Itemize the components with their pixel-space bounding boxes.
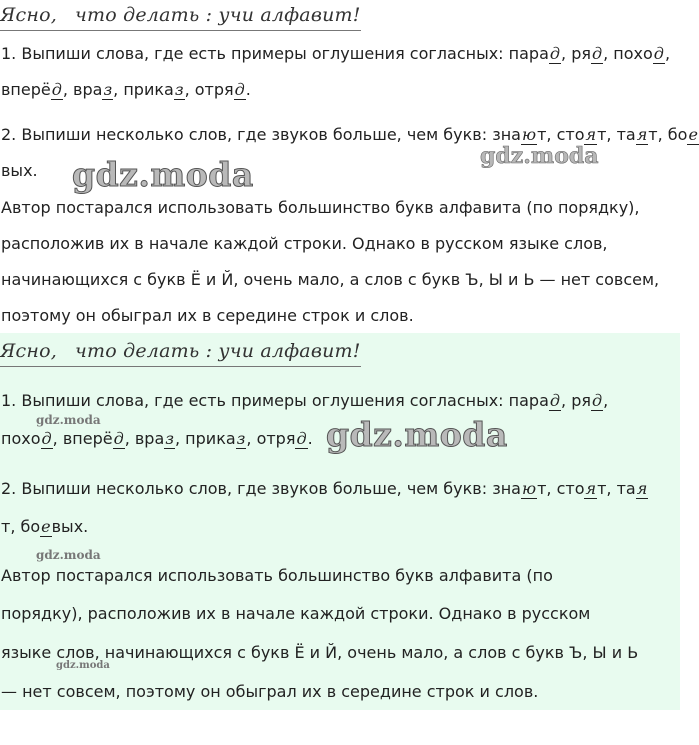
marked-letter: ю (521, 125, 537, 144)
task1-line2 (1, 429, 313, 448)
text: , вра (62, 80, 103, 99)
text: . (307, 429, 313, 448)
text: , прика (175, 429, 236, 448)
title-excl: ! (352, 340, 361, 362)
task1-line1 (1, 44, 670, 63)
text: 2. Выпиши несколько слов, где звуков больше, чем букв: зна (1, 479, 521, 498)
title-part: учи алфавит (218, 4, 353, 26)
text: , отря (246, 429, 296, 448)
watermark-logo: gdz.moda (480, 143, 599, 169)
marked-letter: з (174, 80, 184, 99)
text: , вперё (52, 429, 113, 448)
title-part: Ясно, (0, 4, 57, 26)
text: т, та (597, 479, 636, 498)
marked-letter: ю (521, 479, 537, 498)
title-underline (0, 366, 361, 367)
marked-letter: з (165, 429, 174, 448)
paragraph-line: языке слов, начинающихся с букв Ё и Й, очень мало, а слов с букв Ъ, Ы и Ь (1, 643, 639, 662)
title-colon: : (205, 340, 213, 362)
text: т, бо (1, 517, 41, 536)
marked-letter: д (51, 80, 62, 99)
paragraph-line: — нет совсем, поэтому он обыграл их в середине строк и слов. (1, 682, 539, 701)
marked-letter: д (296, 429, 307, 448)
watermark-logo: gdz.moda (36, 548, 101, 562)
title-excl: ! (352, 4, 361, 26)
title-underline (0, 30, 361, 31)
text: вых. (51, 517, 89, 536)
marked-letter: д (41, 429, 52, 448)
answer-block-2 (0, 333, 680, 710)
text: , прика (113, 80, 174, 99)
text: , похо (603, 44, 653, 63)
marked-letter: д (549, 44, 561, 63)
text: . (245, 80, 251, 99)
marked-letter: е (41, 517, 51, 536)
paragraph-line: Автор постарался использовать большинство букв алфавита (по (1, 566, 553, 585)
text: 1. Выпиши слова, где есть примеры оглушения согласных: пара (1, 44, 549, 63)
paragraph-line: порядку), расположив их в начале каждой строки. Однако в русском (1, 604, 591, 623)
paragraph-line: начинающихся с букв Ё и Й, очень мало, а слов с букв Ъ, Ы и Ь — нет совсем, (1, 270, 660, 289)
task2-line2 (1, 517, 88, 536)
marked-letter: д (591, 44, 603, 63)
text: т, сто (537, 125, 585, 144)
marked-letter: д (591, 391, 603, 410)
text: , ря (561, 44, 591, 63)
title-colon: : (205, 4, 213, 26)
marked-letter: д (549, 391, 561, 410)
watermark-logo: gdz.moda (56, 660, 110, 671)
text: т, сто (537, 479, 585, 498)
text: , (603, 391, 609, 410)
text: 1. Выпиши слова, где есть примеры оглушения согласных: пара (1, 391, 549, 410)
text: т, та (597, 125, 636, 144)
title-part: что делать (74, 340, 200, 362)
marked-letter: я (585, 479, 597, 498)
title-part: что делать (74, 4, 200, 26)
marked-letter: з (103, 80, 113, 99)
text: , вра (124, 429, 165, 448)
marked-letter: я (636, 125, 648, 144)
text: вперё (1, 80, 51, 99)
title-part: Ясно, (0, 340, 57, 362)
paragraph-line: поэтому он обыграл их в середине строк и слов. (1, 306, 414, 325)
handwritten-title (0, 4, 361, 26)
watermark-logo: gdz.moda (72, 155, 254, 194)
task2-line2: вых. (1, 161, 38, 180)
marked-letter: я (636, 479, 648, 498)
answer-block-1 (0, 0, 698, 332)
text: , отря (184, 80, 234, 99)
text: 2. Выпиши несколько слов, где звуков больше, чем букв: зна (1, 125, 521, 144)
marked-letter: д (653, 44, 664, 63)
text: , ря (561, 391, 591, 410)
marked-letter: я (585, 125, 597, 144)
text: т, бо (648, 125, 688, 144)
task1-line1 (1, 391, 608, 410)
marked-letter: д (234, 80, 245, 99)
title-part: учи алфавит (218, 340, 353, 362)
paragraph-line: расположив их в начале каждой строки. Однако в русском языке слов, (1, 234, 608, 253)
marked-letter: з (236, 429, 246, 448)
text: похо (1, 429, 41, 448)
handwritten-title (0, 340, 361, 362)
marked-letter: е (688, 125, 698, 144)
task2-line1 (1, 479, 648, 498)
watermark-logo: gdz.moda (326, 415, 508, 454)
task2-line1 (1, 125, 699, 144)
text: , (664, 44, 671, 63)
task1-line2 (1, 80, 251, 99)
watermark-logo: gdz.moda (36, 413, 101, 427)
paragraph-line: Автор постарался использовать большинство букв алфавита (по порядку), (1, 198, 640, 217)
marked-letter: д (113, 429, 124, 448)
